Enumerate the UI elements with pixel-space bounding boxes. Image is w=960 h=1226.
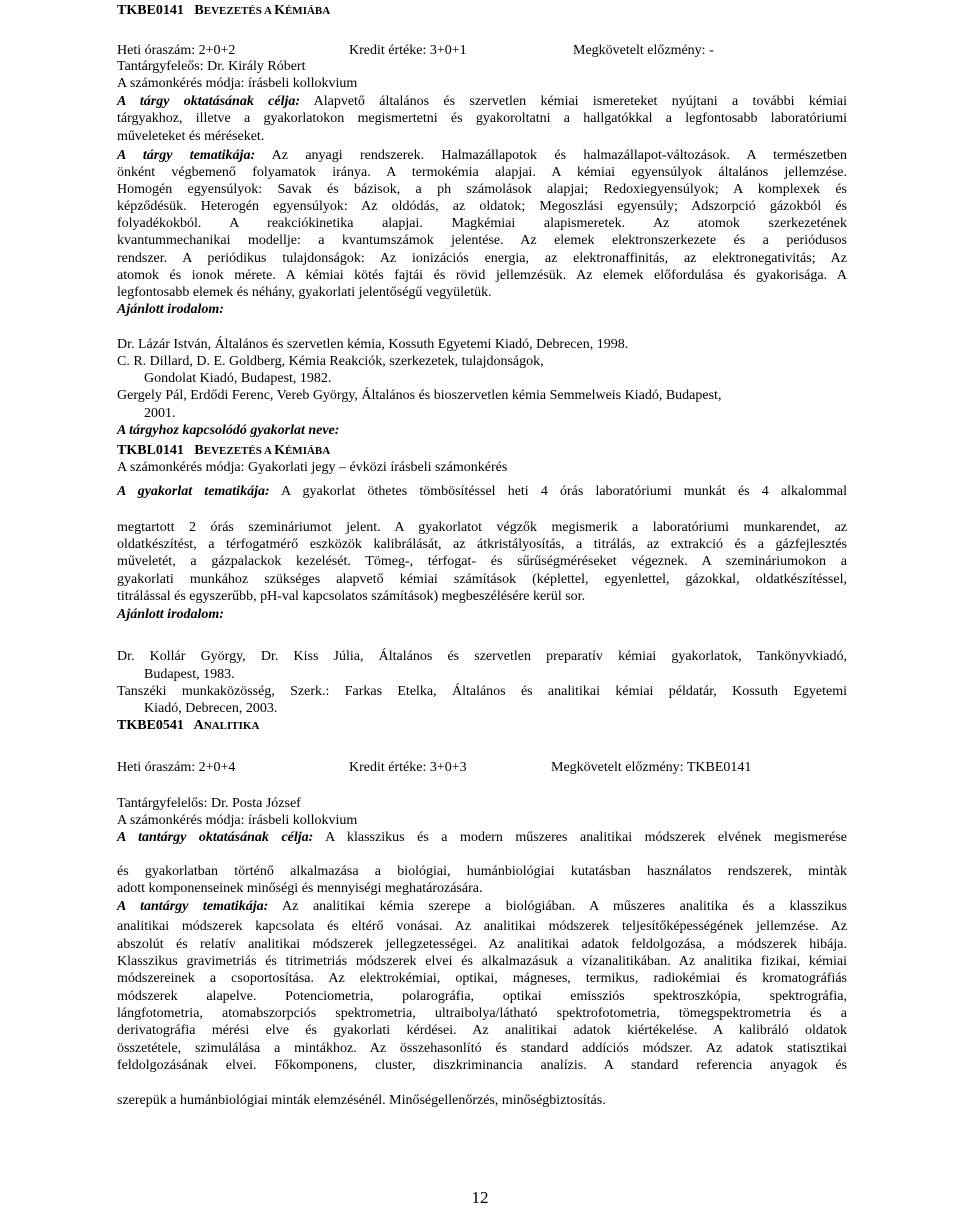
course1-topics-line: képződésük. Heterogén egyensúlyok: Az oldódás, az oldatok; Megoszlási egyensúly; Adszorpció gázokból és bbox=[117, 199, 847, 214]
course1-practice-heading bbox=[117, 442, 330, 460]
course1-meta-row bbox=[117, 42, 847, 59]
page-number: 12 bbox=[471, 1188, 489, 1207]
course1-hours: Heti óraszám: 2+0+2 bbox=[117, 43, 236, 58]
course1-goal-line: műveleteket és méréseket. bbox=[117, 129, 265, 144]
course1-practice-topics-label: A gyakorlat tematikája: bbox=[117, 484, 270, 499]
course1-code: TKBE0141 bbox=[117, 3, 184, 18]
course1-practice-topics-line: oldatkészítést, a térfogatmérő eszközök kalibrálását, az átkristályosítás, a titrálás, az extrakció és a gázfejlesztés bbox=[117, 537, 847, 552]
course1-topics-label: A tárgy tematikája: bbox=[117, 148, 256, 163]
course1-practice-title: BEVEZETÉS A KÉMIÁBA bbox=[194, 443, 331, 458]
course2-heading bbox=[117, 717, 259, 735]
practice-topics-text: A gyakorlat öthetes tömbösítéssel heti 4 órás laboratóriumi munkát és 4 alkalommal bbox=[269, 484, 847, 499]
course1-literature-item: 2001. bbox=[144, 406, 176, 421]
course1-practice-code: TKBL0141 bbox=[117, 443, 184, 458]
course1-title: BEVEZETÉS A KÉMIÁBA bbox=[194, 3, 331, 18]
course1-literature-item: C. R. Dillard, D. E. Goldberg, Kémia Reakciók, szerkezetek, tulajdonságok, bbox=[117, 354, 544, 369]
course2-responsible: Tantárgyfelelős: Dr. Posta József bbox=[117, 796, 301, 811]
course1-topics-line: atomok és ionok mérete. A kémiai kötés fajtái és rövid jellemzésük. Az elemek előfordulása és gyakorisága. A bbox=[117, 268, 847, 283]
course2-assessment: A számonkérés módja: írásbeli kollokvium bbox=[117, 813, 358, 828]
course1-topics-line: legfontosabb elemek és néhány, gyakorlati jelentőségű vegyületük. bbox=[117, 285, 492, 300]
course1-literature-item: Gergely Pál, Erdődi Ferenc, Vereb György, Általános és bioszervetlen kémia Semmelweis Kiadó, Budapest, bbox=[117, 388, 722, 403]
course1-practice-literature-label: Ajánlott irodalom: bbox=[117, 607, 224, 622]
course2-topics-line: összetétele, szimulálása a mintákhoz. Az összehasonlító és standard addíciós módszer. Az adatok statisztikai bbox=[117, 1041, 847, 1056]
course2-topics-line: derivatográfia mérési elve és gyakorlati kérdései. Az analitikai adatok kiértékelése. A kalibráló oldatok bbox=[117, 1023, 847, 1038]
course1-topics-line: folyadékokból. A reakciókinetika alapjai. Magkémiai alapismeretek. Az atomok szerkezetének bbox=[117, 216, 847, 231]
course1-credit: Kredit értéke: 3+0+1 bbox=[349, 43, 467, 58]
topics-text: Az analitikai kémia szerepe a biológiában. A műszeres analitika és a klasszikus bbox=[268, 899, 847, 914]
course1-practice-literature-item: Budapest, 1983. bbox=[144, 667, 235, 682]
course2-topics-line: módszerek alapelve. Potenciometria, polarográfia, optikai emissziós spektroszkópia, spektrográfia, bbox=[117, 989, 847, 1004]
course1-goal-line bbox=[117, 93, 847, 110]
course2-topics-line: módszereinek a csoportosítása. Az elektrokémiai, optikai, mágneses, termikus, radiokémiai és kromatográfiás bbox=[117, 971, 847, 986]
course2-topics-line: Klasszikus gravimetriás és titrimetriás módszerek elvei és alkalmazásuk a vízanalitikában. Az analitika fizikai, kémiai bbox=[117, 954, 847, 969]
course1-topics-line: Homogén egyensúlyok: Savak és bázisok, a ph számolások alapjai; Redoxiegyensúlyok; A komplexek és bbox=[117, 182, 847, 197]
course1-topics-line: kvantummechanikai modellje: a kvantumszámok jelentése. Az elemek elektronszerkezete és a periódusos bbox=[117, 233, 847, 248]
course2-title: ANALITIKA bbox=[193, 718, 260, 733]
course1-topics-line bbox=[117, 147, 847, 164]
goal-text: A klasszikus és a modern műszeres analitikai módszerek elvének megismerése bbox=[313, 830, 847, 845]
course1-topics-line: önként végbemenő folyamatok iránya. A termokémia alapjai. A kémiai egyensúlyok általános jellemzése. bbox=[117, 165, 847, 180]
course1-practice-literature-item: Dr. Kollár György, Dr. Kiss Júlia, Általános és szervetlen preparatív kémiai gyakorlatok, Tankönyvkiadó, bbox=[117, 649, 847, 664]
course2-code: TKBE0541 bbox=[117, 718, 184, 733]
course1-practice-topics-line: titrálással és egyszerűbb, pH-val kapcsolatos számítások) megbeszélésére kerül sor. bbox=[117, 589, 586, 604]
course1-practice-literature-item: Kiadó, Debrecen, 2003. bbox=[144, 701, 278, 716]
course1-prereq: Megkövetelt előzmény: - bbox=[573, 43, 714, 58]
goal-text: Alapvető általános és szervetlen kémiai ismereteket nyújtani a további kémiai bbox=[300, 94, 847, 109]
course2-topics-line: lángfotometria, atomabszorpciós spektrometria, ultraibolya/látható spektrofotometria, tömegspektrometria és a bbox=[117, 1006, 847, 1021]
course1-literature-item: Gondolat Kiadó, Budapest, 1982. bbox=[144, 371, 332, 386]
course1-practice-assessment: A számonkérés módja: Gyakorlati jegy – évközi írásbeli számonkérés bbox=[117, 460, 508, 475]
course2-goal-line bbox=[117, 829, 847, 846]
course1-practice-literature-item: Tanszéki munkaközösség, Szerk.: Farkas Etelka, Általános és analitikai kémiai példatár, Kossuth Egyetemi bbox=[117, 684, 847, 699]
course1-practice-topics-line bbox=[117, 483, 847, 500]
course2-topics-line: abszolút és relatív analitikai módszerek jellegzetességei. Az analitikai adatok feldolgozása, a módszerek hibája. bbox=[117, 937, 847, 952]
course1-goal-line: tárgyakhoz, illetve a gyakorlatokon megismertetni és gyakoroltatni a hallgatókkal a legfontosabb laboratóriumi bbox=[117, 111, 847, 126]
course1-topics-line: rendszer. A periódikus tulajdonságok: Az ionizációs energia, az elektronaffinitás, az elektronegativitás; Az bbox=[117, 251, 847, 266]
course2-topics-line: analitikai módszerek kapcsolata és eltérő vonásai. Az analitikai módszerek teljesítőképességének jellemzése. Az bbox=[117, 919, 847, 934]
course1-heading bbox=[117, 2, 330, 20]
course2-goal-line: adott komponenseinek minőségi és mennyiségi meghatározására. bbox=[117, 881, 483, 896]
course1-literature-label: Ajánlott irodalom: bbox=[117, 302, 224, 317]
topics-text: Az anyagi rendszerek. Halmazállapotok és halmazállapot-változások. A természetben bbox=[255, 148, 847, 163]
course2-goal-line: és gyakorlatban történő alkalmazása a biológiai, humánbiológiai kutatásban használatos rendszerek, mintàk bbox=[117, 864, 847, 879]
course1-practice-topics-line: megtartott 2 órás szemináriumot jelent. A gyakorlatot végzők megismerik a laboratóriumi munkarendet, az bbox=[117, 520, 847, 535]
course2-topics-label: A tantárgy tematikája: bbox=[117, 899, 269, 914]
course2-topics-line: feldolgozásának elvei. Főkomponens, cluster, diszkriminancia analízis. A standard referencia anyagok és bbox=[117, 1058, 847, 1073]
course2-topics-line: szerepük a humánbiológiai minták elemzésénél. Minőségellenőrzés, minőségbiztosítás. bbox=[117, 1093, 606, 1108]
course1-goal-label: A tárgy oktatásának célja: bbox=[117, 94, 301, 109]
course1-assessment: A számonkérés módja: írásbeli kollokvium bbox=[117, 76, 358, 91]
course2-goal-label: A tantárgy oktatásának célja: bbox=[117, 830, 314, 845]
course1-literature-item: Dr. Lázár István, Általános és szervetlen kémia, Kossuth Egyetemi Kiadó, Debrecen, 1998. bbox=[117, 337, 629, 352]
course2-prereq: Megkövetelt előzmény: TKBE0141 bbox=[551, 760, 752, 775]
course2-hours: Heti óraszám: 2+0+4 bbox=[117, 760, 236, 775]
course1-practice-topics-line: műveletét, a gázpalackok kezelését. Tömeg-, térfogat- és sűrűségméréseket végeznek. A szemináriumokon a bbox=[117, 554, 847, 569]
course1-practice-label: A tárgyhoz kapcsolódó gyakorlat neve: bbox=[117, 423, 340, 438]
course2-topics-line bbox=[117, 898, 847, 915]
course2-meta-row bbox=[117, 759, 847, 776]
course2-credit: Kredit értéke: 3+0+3 bbox=[349, 760, 467, 775]
course1-practice-topics-line: gyakorlati munkához szükséges alapvető kémiai számítások (képlettel, egyenlettel, gázokkal, oldatkészítéssel, bbox=[117, 572, 847, 587]
course1-responsible: Tantárgyfeleős: Dr. Király Róbert bbox=[117, 59, 306, 74]
